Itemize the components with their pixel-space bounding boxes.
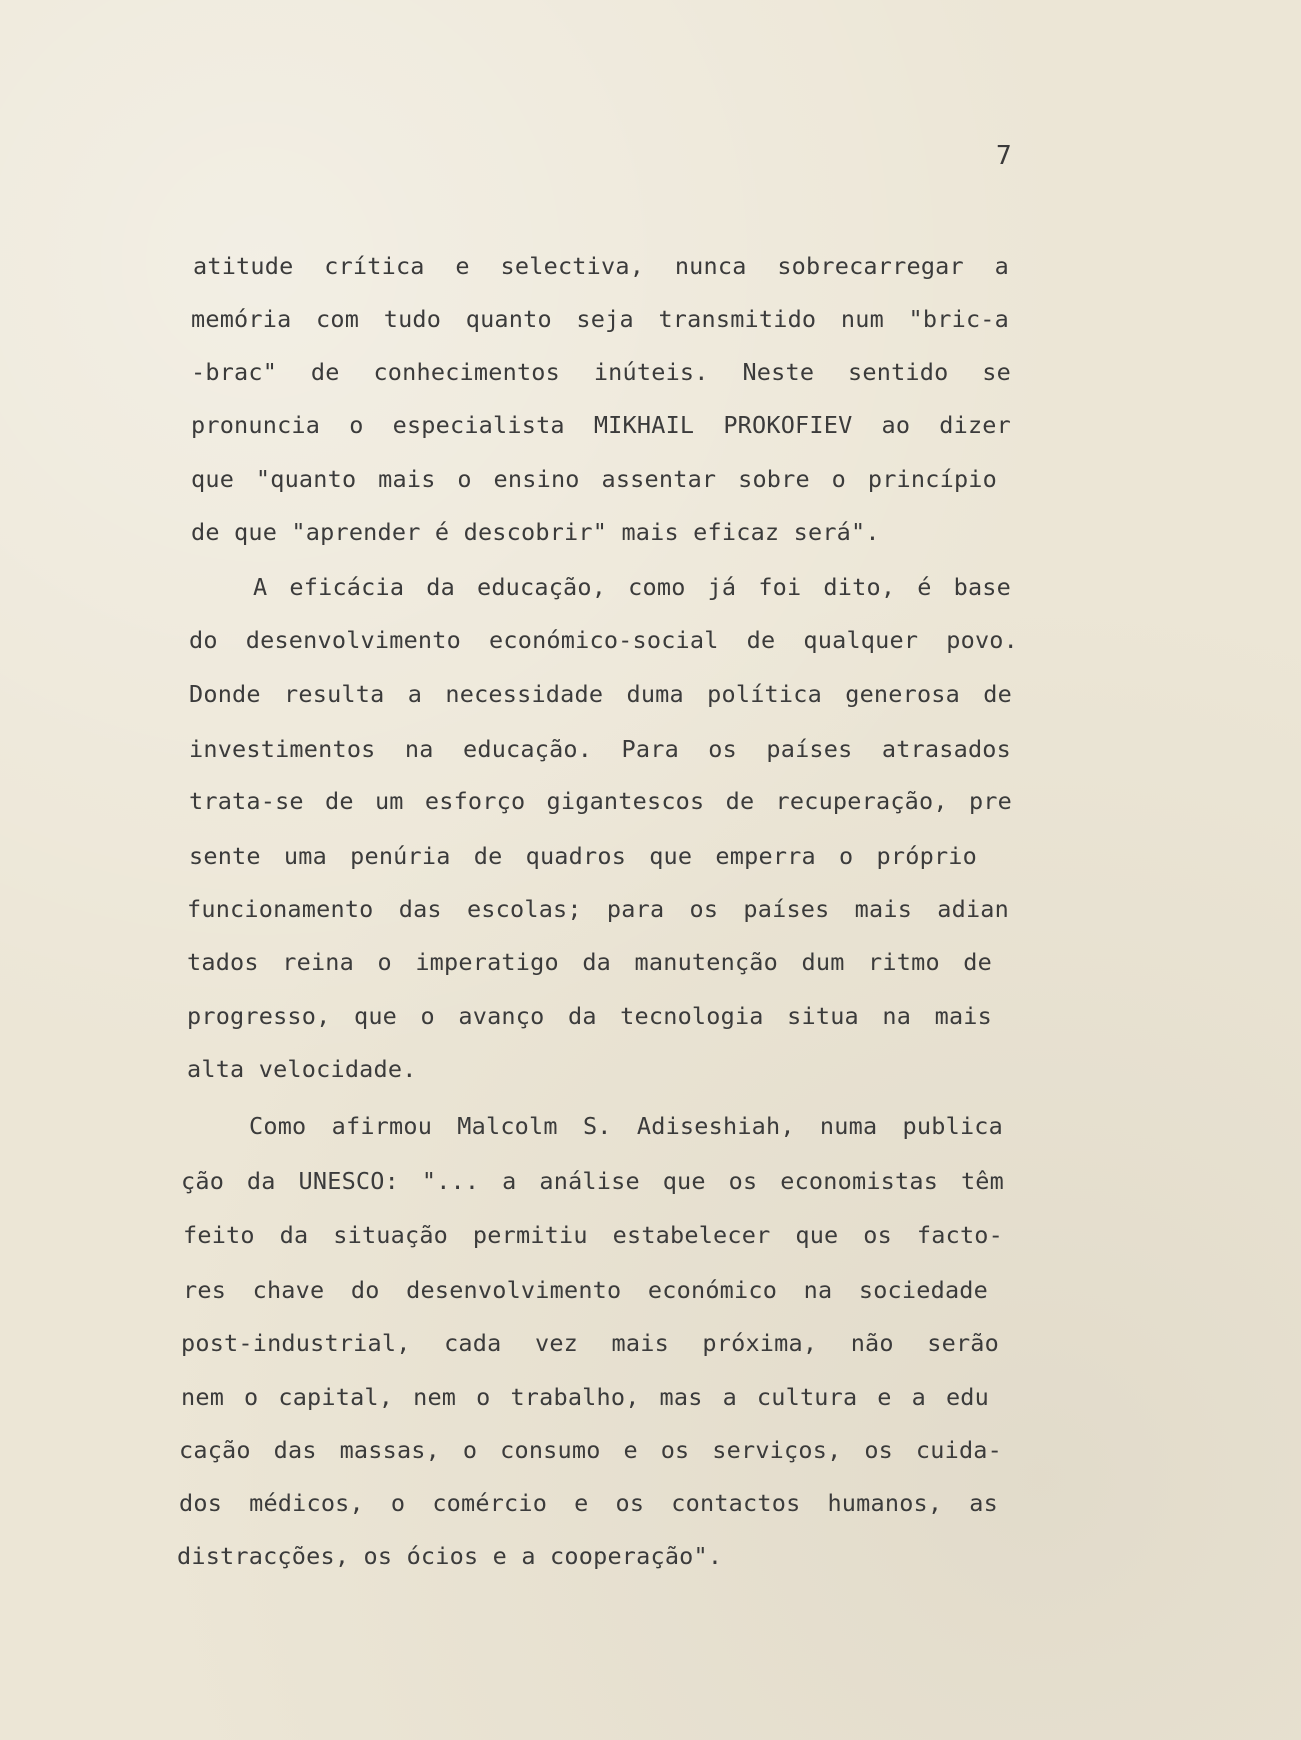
text-line: ção da UNESCO: "... a análise que os economistas têm xyxy=(181,1167,1004,1195)
text-line: memória com tudo quanto seja transmitido num "bric-a xyxy=(191,305,1009,333)
text-line: de que "aprender é descobrir" mais eficaz será". xyxy=(191,518,880,546)
text-line: pronuncia o especialista MIKHAIL PROKOFIEV ao dizer xyxy=(191,411,1011,439)
text-line: feito da situação permitiu estabelecer que os facto- xyxy=(183,1221,1003,1249)
text-line: -brac" de conhecimentos inúteis. Neste sentido se xyxy=(191,358,1011,386)
text-line: A eficácia da educação, como já foi dito, é base xyxy=(253,573,1011,601)
text-line: atitude crítica e selectiva, nunca sobrecarregar a xyxy=(193,252,1009,280)
text-line: funcionamento das escolas; para os países mais adian xyxy=(187,895,1009,923)
text-line: que "quanto mais o ensino assentar sobre o princípio xyxy=(191,465,997,493)
text-line: trata-se de um esforço gigantescos de recuperação, pre xyxy=(189,787,1012,815)
text-line: distracções, os ócios e a cooperação". xyxy=(177,1542,723,1570)
text-line: res chave do desenvolvimento económico na sociedade xyxy=(183,1276,988,1304)
text-line: dos médicos, o comércio e os contactos humanos, as xyxy=(179,1489,998,1517)
text-line: progresso, que o avanço da tecnologia situa na mais xyxy=(187,1002,992,1030)
text-line: cação das massas, o consumo e os serviços, os cuida- xyxy=(179,1436,1002,1464)
text-line: investimentos na educação. Para os países atrasados xyxy=(189,735,1011,763)
text-line: Donde resulta a necessidade duma política generosa de xyxy=(189,680,1012,708)
text-line: Como afirmou Malcolm S. Adiseshiah, numa publica xyxy=(249,1112,1003,1140)
text-line: sente uma penúria de quadros que emperra o próprio xyxy=(189,842,977,870)
text-line: do desenvolvimento económico-social de qualquer povo. xyxy=(189,626,1018,654)
text-line: nem o capital, nem o trabalho, mas a cultura e a edu xyxy=(181,1383,989,1411)
text-line: post-industrial, cada vez mais próxima, não serão xyxy=(181,1329,999,1357)
text-line: alta velocidade. xyxy=(187,1055,417,1083)
page-number: 7 xyxy=(996,141,1012,171)
text-line: tados reina o imperatigo da manutenção dum ritmo de xyxy=(187,948,992,976)
